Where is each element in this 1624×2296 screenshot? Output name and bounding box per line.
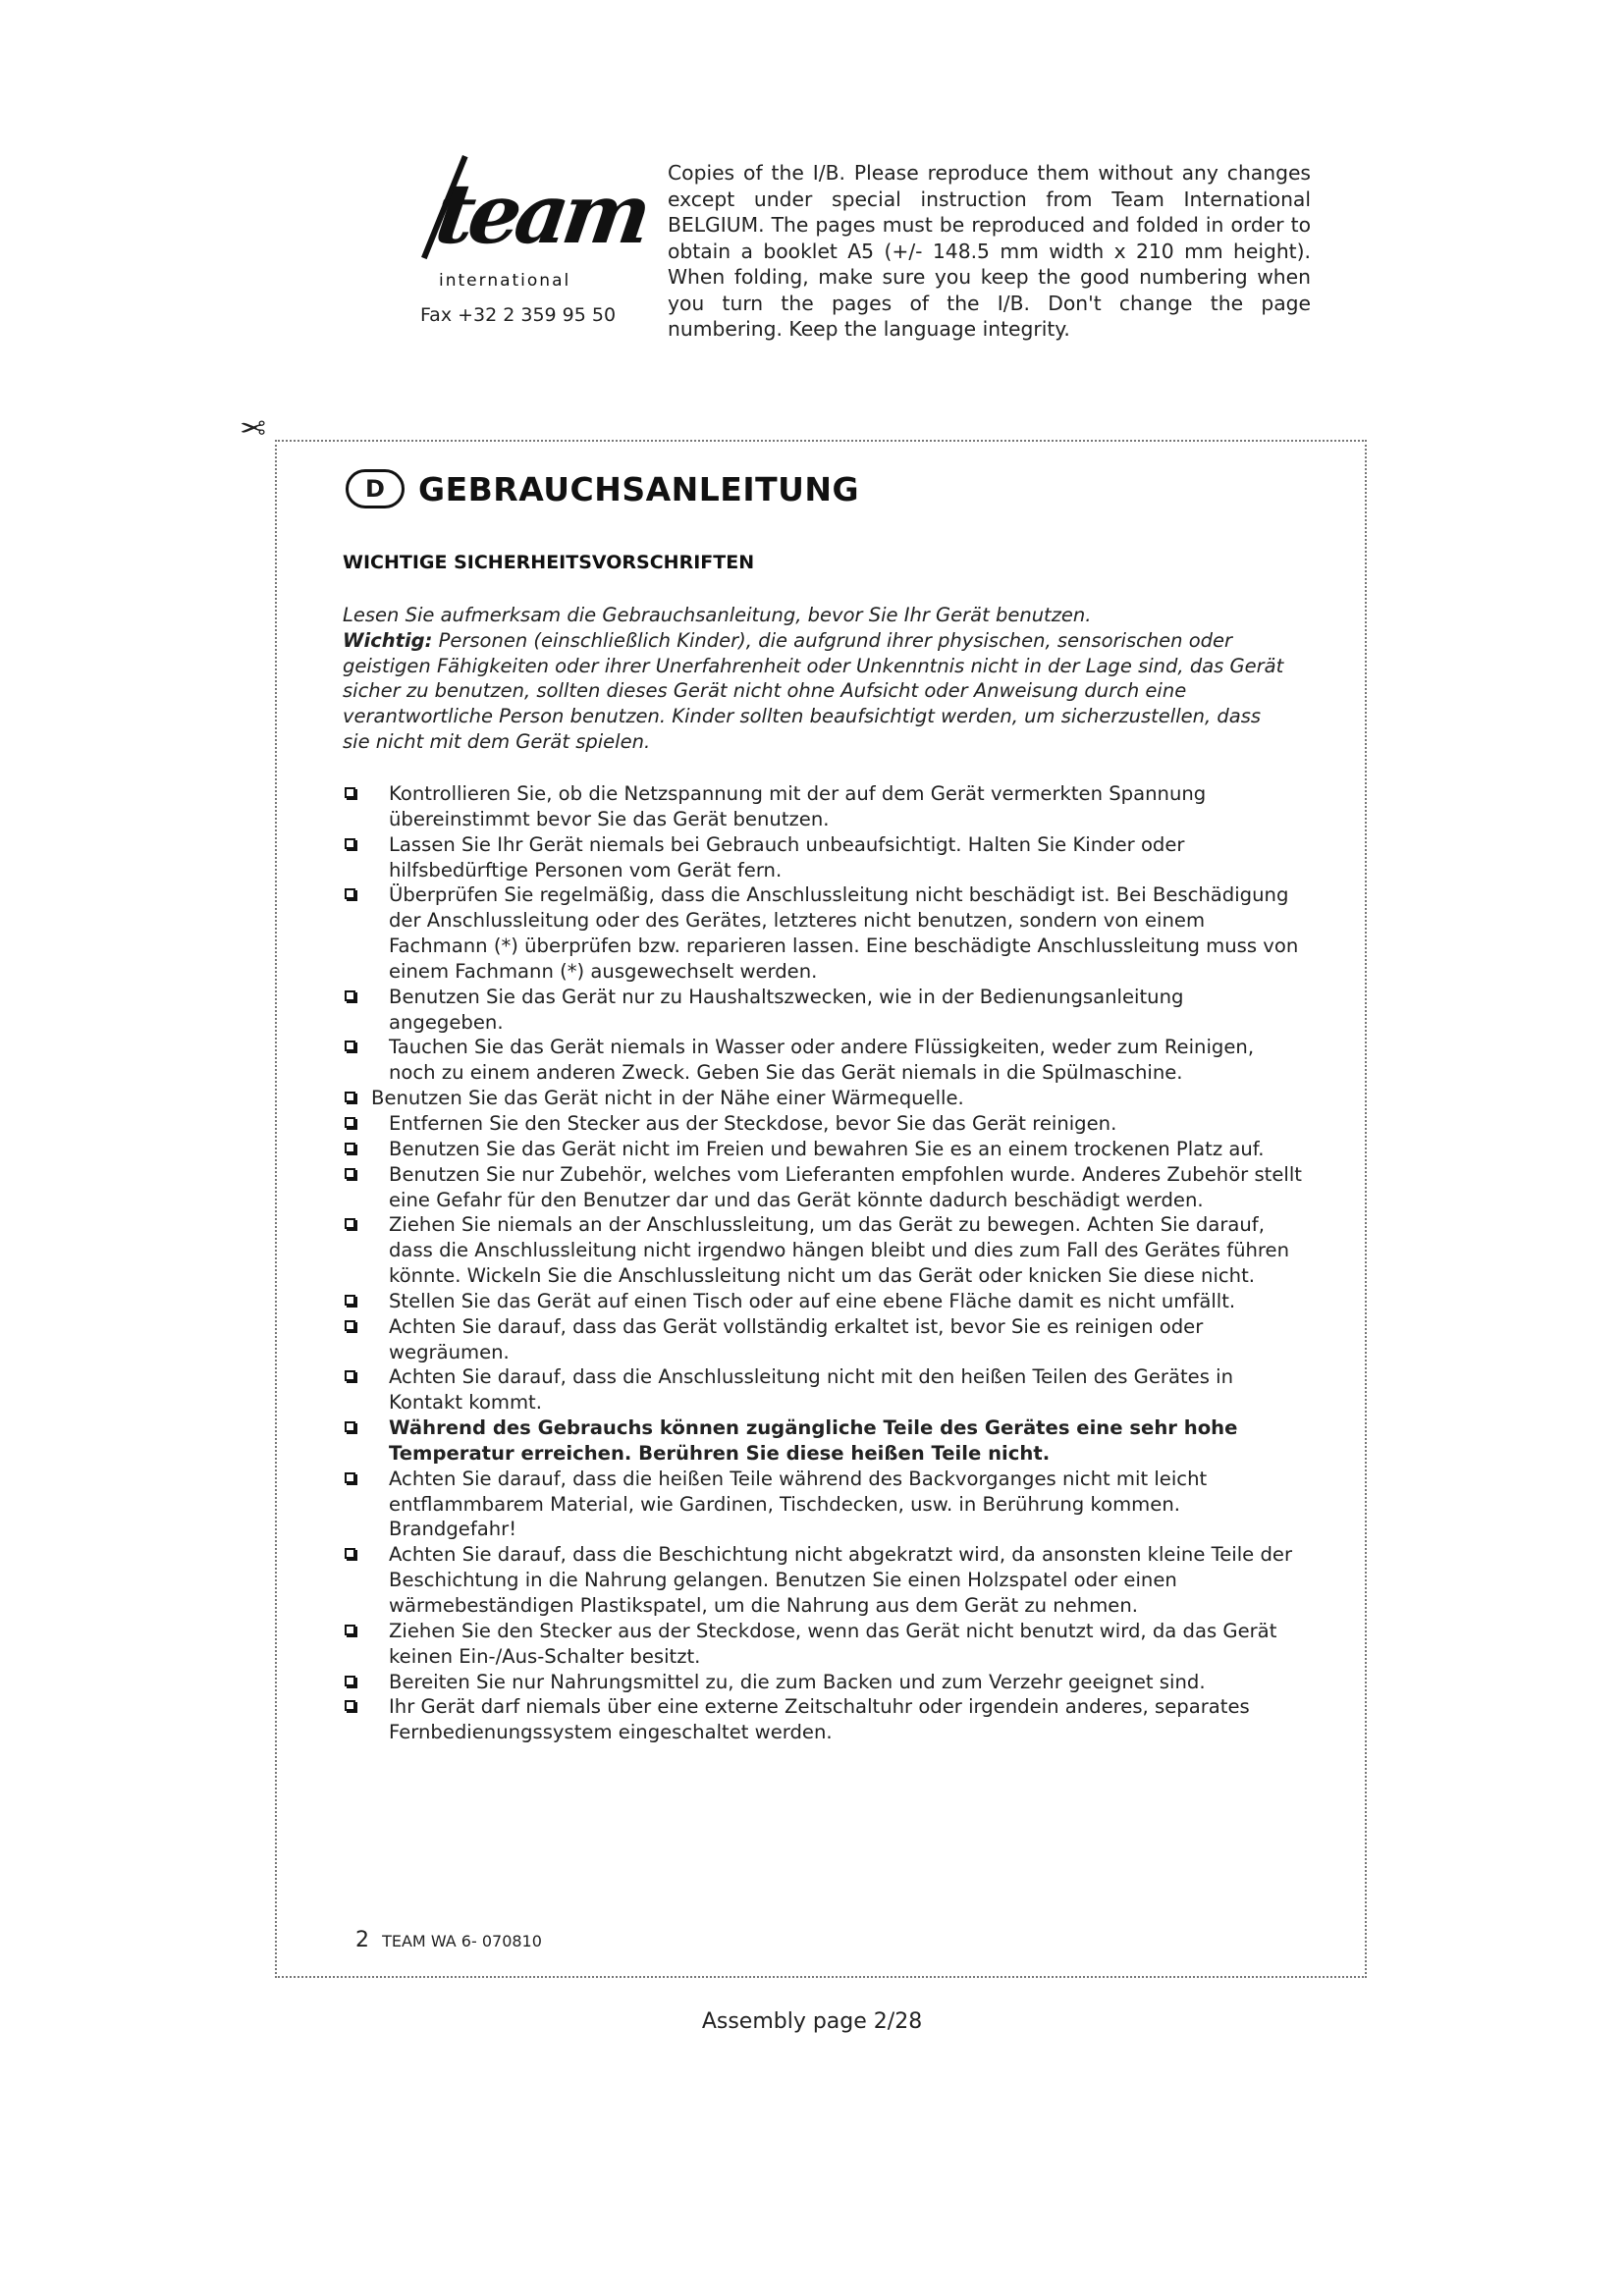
list-item: Achten Sie darauf, dass die Beschichtung nicht abgekratzt wird, da ansonsten kleine Teile der Beschichtung in die Nahrung gelangen. Benutzen Sie einen Holzspatel oder einen wärmebeständigen Plastikspatel, um die Nahrung aus dem Gerät zu nehmen. [342, 1542, 1304, 1619]
checkbox-bullet-icon [345, 1092, 355, 1102]
page-number: 2 [355, 1928, 369, 1952]
list-item: Ziehen Sie den Stecker aus der Steckdose, wenn das Gerät nicht benutzt wird, da das Gerät keinen Ein-/Aus-Schalter besitzt. [342, 1619, 1304, 1670]
checkbox-bullet-icon [345, 1143, 355, 1153]
checkbox-bullet-icon [345, 1700, 355, 1711]
team-international-logo [407, 155, 652, 293]
checkbox-bullet-icon [345, 1168, 355, 1179]
fax-number: Fax +32 2 359 95 50 [420, 304, 617, 326]
checkbox-bullet-icon [345, 1548, 355, 1559]
checkbox-bullet-icon [345, 1472, 355, 1483]
safety-list [342, 781, 1304, 1745]
list-item: Tauchen Sie das Gerät niemals in Wasser oder andere Flüssigkeiten, weder zum Reinigen, noch zu einem anderen Zweck. Geben Sie das Gerät niemals in die Spülmaschine. [342, 1035, 1304, 1086]
list-item: Benutzen Sie das Gerät nur zu Haushaltszwecken, wie in der Bedienungsanleitung angegeben. [342, 985, 1304, 1036]
checkbox-bullet-icon [345, 1041, 355, 1051]
list-item: Achten Sie darauf, dass die Anschlussleitung nicht mit den heißen Teilen des Gerätes in Kontakt kommt. [342, 1364, 1304, 1415]
list-item-warning: Während des Gebrauchs können zugängliche Teile des Gerätes eine sehr hohe Temperatur erreichen. Berühren Sie diese heißen Teile nicht. [342, 1415, 1304, 1467]
list-item: Überprüfen Sie regelmäßig, dass die Anschlussleitung nicht beschädigt ist. Bei Beschädigung der Anschlussleitung oder des Gerätes, letzteres nicht benutzen, sondern von einem Fachmann (*) überprüfen bzw. reparieren lassen. Eine beschädigte Anschlussleitung muss von einem Fachmann (*) ausgewechselt werden. [342, 882, 1304, 984]
language-badge: D [346, 469, 405, 508]
logo-subtitle: international [439, 271, 571, 291]
important-text: Personen (einschließlich Kinder), die aufgrund ihrer physischen, sensorischen oder geistigen Fähigkeiten oder ihrer Unerfahrenheit oder Unkenntnis nicht in der Lage sind, das Gerät sicher zu benutzen, sollten dieses Gerät nicht ohne Aufsicht oder Anweisung durch eine verantwortliche Person benutzen. Kinder sollten beaufsichtigt werden, um sicherzustellen, dass sie nicht mit dem Gerät spielen. [343, 628, 1284, 753]
checkbox-bullet-icon [345, 838, 355, 849]
checkbox-bullet-icon [345, 1295, 355, 1306]
list-item: Benutzen Sie das Gerät nicht in der Nähe einer Wärmequelle. [342, 1086, 1304, 1111]
checkbox-bullet-icon [345, 1218, 355, 1229]
checkbox-bullet-icon [345, 1320, 355, 1331]
page-footer [355, 1928, 542, 1952]
page-reference: TEAM WA 6- 070810 [382, 1932, 542, 1950]
list-item: Achten Sie darauf, dass die heißen Teile während des Backvorganges nicht mit leicht entflammbarem Material, wie Gardinen, Tischdecken, usw. in Berührung kommen. Brandgefahr! [342, 1467, 1304, 1543]
page-heading [346, 469, 859, 508]
list-item: Ihr Gerät darf niemals über eine externe Zeitschaltuhr oder irgendein anderes, separates Fernbedienungssystem eingeschaltet werden. [342, 1694, 1304, 1745]
scissors-icon: ✂ [240, 408, 266, 446]
list-item: Benutzen Sie nur Zubehör, welches vom Lieferanten empfohlen wurde. Anderes Zubehör stellt eine Gefahr für den Benutzer dar und das Gerät könnte dadurch beschädigt werden. [342, 1162, 1304, 1213]
list-item: Benutzen Sie das Gerät nicht im Freien und bewahren Sie es an einem trockenen Platz auf. [342, 1137, 1304, 1162]
section-heading: WICHTIGE SICHERHEITSVORSCHRIFTEN [343, 552, 755, 573]
checkbox-bullet-icon [345, 990, 355, 1001]
checkbox-bullet-icon [345, 787, 355, 798]
intro-line: Lesen Sie aufmerksam die Gebrauchsanleitung, bevor Sie Ihr Gerät benutzen. [343, 604, 1092, 626]
intro-paragraph [343, 603, 1285, 755]
checkbox-bullet-icon [345, 1421, 355, 1432]
list-item: Kontrollieren Sie, ob die Netzspannung mit der auf dem Gerät vermerkten Spannung übereinstimmt bevor Sie das Gerät benutzen. [342, 781, 1304, 832]
assembly-page-note: Assembly page 2/28 [701, 2009, 923, 2034]
list-item: Ziehen Sie niemals an der Anschlussleitung, um das Gerät zu bewegen. Achten Sie darauf, dass die Anschlussleitung nicht irgendwo hängen bleibt und dies zum Fall des Gerätes führen könnte. Wickeln Sie die Anschlussleitung nicht um das Gerät oder knicken Sie diese nicht. [342, 1212, 1304, 1289]
page-title: GEBRAUCHSANLEITUNG [418, 469, 860, 508]
list-item: Achten Sie darauf, dass das Gerät vollständig erkaltet ist, bevor Sie es reinigen oder wegräumen. [342, 1314, 1304, 1365]
checkbox-bullet-icon [345, 1370, 355, 1381]
checkbox-bullet-icon [345, 888, 355, 899]
list-item: Bereiten Sie nur Nahrungsmittel zu, die zum Backen und zum Verzehr geeignet sind. [342, 1670, 1304, 1695]
important-label: Wichtig: [343, 628, 433, 652]
logo-brand: team [430, 165, 652, 262]
copies-instruction: Copies of the I/B. Please reproduce them without any changes except under special instruction from Team International BELGIUM. The pages must be reproduced and folded in order to obtain a booklet A5 (+/- 148.5 mm width x 210 mm height). When folding, make sure you keep the good numbering when you turn the pages of the I/B. Don't change the page numbering. Keep the language integrity. [668, 161, 1311, 341]
checkbox-bullet-icon [345, 1676, 355, 1686]
list-item: Entfernen Sie den Stecker aus der Steckdose, bevor Sie das Gerät reinigen. [342, 1111, 1304, 1137]
checkbox-bullet-icon [345, 1117, 355, 1128]
list-item: Stellen Sie das Gerät auf einen Tisch oder auf eine ebene Fläche damit es nicht umfällt. [342, 1289, 1304, 1314]
list-item: Lassen Sie Ihr Gerät niemals bei Gebrauch unbeaufsichtigt. Halten Sie Kinder oder hilfsbedürftige Personen vom Gerät fern. [342, 832, 1304, 883]
important-note [343, 628, 1285, 755]
checkbox-bullet-icon [345, 1625, 355, 1635]
